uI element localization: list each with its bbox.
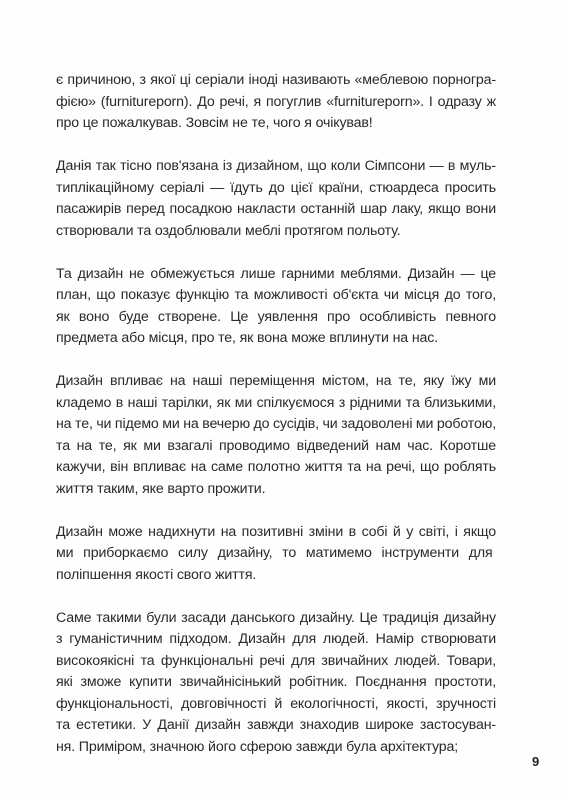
text-line: як воно буде створене. Це уявлення про особливість певного bbox=[56, 308, 496, 325]
text-line: та естетики. У Данії дизайн завжди знаходив широке застосуван- bbox=[56, 717, 496, 733]
text-line: типлікаційному серіалі — їдуть до цієї країни, стюардеса просить bbox=[56, 179, 496, 196]
text-line: кладемо в наші тарілки, як ми спілкуємося з рідними та близькими, bbox=[56, 394, 496, 411]
text-line: життя таким, яке варто прожити. bbox=[56, 480, 266, 497]
body-text bbox=[56, 70, 496, 780]
text-line: з гуманістичним підходом. Дизайн для людей. Намір створювати bbox=[56, 631, 496, 647]
text-line: Данія так тісно пов'язана із дизайном, що коли Сімпсони — в муль- bbox=[56, 158, 496, 174]
paragraph bbox=[56, 156, 496, 242]
text-line: Дизайн може надихнути на позитивні зміни в собі й у світі, і якщо bbox=[56, 523, 496, 540]
paragraph bbox=[56, 371, 496, 500]
text-line: предмета або місця, про те, як вона може вплинути на нас. bbox=[56, 330, 439, 346]
text-line: на те, чи підемо ми на вечерю до сусідів, чи задоволені ми роботою, bbox=[56, 416, 496, 432]
text-line: кажучи, він впливає на саме полотно життя та на речі, що роблять bbox=[56, 459, 496, 475]
text-line: ми приборкаємо силу дизайну, то матимемо інструменти для bbox=[56, 545, 493, 561]
text-line: створювали та оздоблювали меблі протягом польоту. bbox=[56, 222, 401, 239]
text-line: є причиною, з якої ці серіали іноді називають «меблевою порногра- bbox=[56, 72, 496, 88]
paragraph bbox=[56, 70, 496, 135]
text-line: план, що показує функцію та можливості об'єкта чи місця до того, bbox=[56, 287, 496, 303]
text-line: високоякісні та функціональні речі для звичайних людей. Товари, bbox=[56, 652, 496, 669]
text-line: Дизайн впливає на наші переміщення містом, на те, яку їжу ми bbox=[56, 373, 496, 389]
page-number: 9 bbox=[532, 754, 540, 769]
text-line: які зможе купити звичайнісінький робітник. Поєднання простоти, bbox=[56, 674, 496, 690]
paragraph bbox=[56, 264, 496, 350]
text-line: функціональності, довговічності й екологічності, якості, зручності bbox=[56, 695, 496, 712]
text-line: Та дизайн не обмежується лише гарними меблями. Дизайн — це bbox=[56, 265, 496, 282]
text-line: фією» (furnitureporn). До речі, я погуглив «furnitureporn». І одразу ж bbox=[56, 93, 496, 110]
paragraph bbox=[56, 608, 496, 759]
text-line: та на те, як ми взагалі проводимо відведений нам час. Коротше bbox=[56, 437, 496, 454]
text-line: пасажирів перед посадкою накласти останній шар лаку, якщо вони bbox=[56, 201, 496, 217]
text-line: поліпшення якості свого життя. bbox=[56, 566, 257, 583]
text-line: ня. Приміром, значною його сферою завжди була архітектура; bbox=[56, 738, 459, 755]
paragraph bbox=[56, 522, 496, 587]
text-line: про це пожалкував. Зовсім не те, чого я очікував! bbox=[56, 115, 373, 131]
text-line: Саме такими були засади данського дизайну. Це традиція дизайну bbox=[56, 609, 496, 626]
